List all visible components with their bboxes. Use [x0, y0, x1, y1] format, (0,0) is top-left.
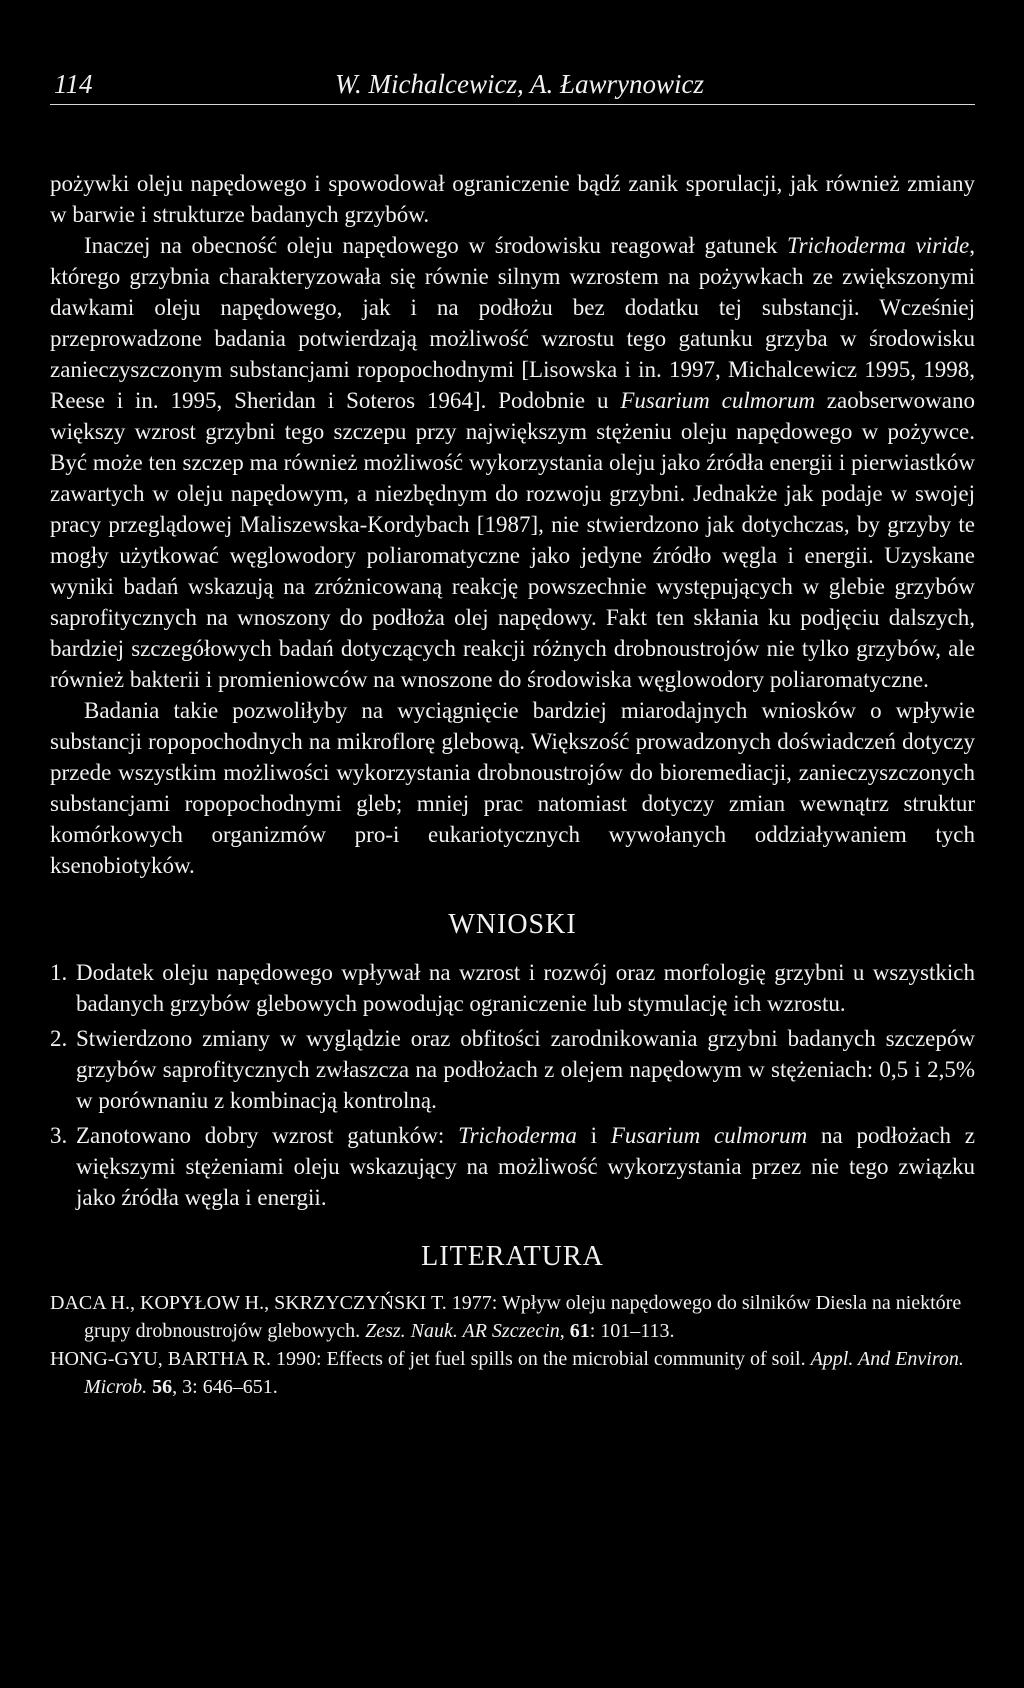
list-item	[50, 1023, 975, 1116]
list-item	[50, 957, 975, 1019]
reference-pages: , 3: 646–651.	[172, 1376, 278, 1398]
species-name: Trichoderma	[458, 1123, 577, 1148]
reference-authors-title: HONG-GYU, BARTHA R. 1990: Effects of jet fuel spills on the microbial community of soil.	[50, 1348, 811, 1370]
paragraph: Badania takie pozwoliłyby na wyciągnięcie bardziej miarodajnych wniosków o wpływie substancji ropopochodnych na mikroflorę glebową. Większość prowadzonych doświadczeń dotyczy przede wszystkim możliwości wykorzystania drobnoustrojów do bioremediacji, zanieczyszczonych substancjami ropopochodnymi gleb; mniej prac natomiast dotyczy zmian wewnątrz struktur komórkowych organizmów pro-i eukariotycznych wywołanych oddziaływaniem tych ksenobiotyków.	[50, 698, 975, 878]
item-text: Stwierdzono zmiany w wyglądzie oraz obfitości zarodnikowania grzybni badanych szczepów grzybów saprofitycznych zwłaszcza na podłożach z olejem napędowym w stężeniach: 0,5 i 2,5% w porównaniu z kombinacją kontrolną.	[76, 1026, 975, 1113]
item-text: Zanotowano dobry wzrost gatunków:	[76, 1123, 459, 1148]
paragraph	[50, 230, 975, 695]
text-span: Inaczej na obecność oleju napędowego w środowisku reagował gatunek	[84, 233, 788, 258]
reference-pages: : 101–113.	[589, 1320, 675, 1342]
item-text: i	[576, 1123, 611, 1148]
text-span: , którego grzybnia charakteryzowała się równie silnym wzrostem na pożywkach ze zwiększonymi dawkami oleju napędowego, jak i na podłożu bez dodatku tej substancji. Wcześniej przeprowadzone badania potwierdzają możliwość wzrostu tego gatunku grzyba w środowisku zanieczyszczonym substancjami ropopochodnymi [Lisowska i in. 1997, Michalcewicz 1995, 1998, Reese i in. 1995, Sheridan i Soteros 1964]. Podobnie u	[50, 233, 975, 413]
reference-volume: 61	[569, 1320, 590, 1342]
reference-entry	[50, 1289, 975, 1345]
section-heading-literature: LITERATURA	[421, 1241, 604, 1272]
reference-journal: Appl. And Environ. Microb.	[84, 1348, 964, 1398]
section-heading-conclusions: WNIOSKI	[448, 909, 577, 940]
reference-volume: 56	[152, 1376, 173, 1398]
item-number: 3.	[50, 1123, 68, 1148]
species-name: Fusarium culmorum	[620, 388, 815, 413]
list-item	[50, 1120, 975, 1213]
running-header	[50, 64, 975, 105]
running-title: W. Michalcewicz, A. Ławrynowicz	[335, 69, 704, 99]
item-text: na podłożach z większymi stężeniami oleju wskazujący na możliwość wykorzystania przez nie tego związku jako źródła węgla i energii.	[76, 1123, 975, 1210]
main-text	[50, 168, 975, 1401]
reference-journal: Zesz. Nauk. AR Szczecin	[365, 1320, 560, 1342]
page-number: 114	[54, 69, 93, 99]
species-name: Trichoderma viride	[787, 233, 970, 258]
item-number: 2.	[50, 1026, 68, 1051]
reference-entry	[50, 1345, 975, 1401]
conclusions-list	[50, 957, 975, 1213]
reference-authors-title: DACA H., KOPYŁOW H., SKRZYCZYŃSKI T. 1977: Wpływ oleju napędowego do silników Diesla na niektóre grupy drobnoustrojów glebowych.	[50, 1292, 962, 1342]
text-span: zaobserwowano większy wzrost grzybni tego szczepu przy największym stężeniu oleju napędowego w pożywce. Być może ten szczep ma również możliwość wykorzystania oleju jako źródła energii i pierwiastków zawartych w oleju napędowym, a niezbędnym do rozwoju grzybni. Jednakże jak podaje w swojej pracy przeglądowej Maliszewska-Kordybach [1987], nie stwierdzono jak dotychczas, by grzyby te mogły użytkować węglowodory poliaromatyczne jako jedyne źródło węgla i energii. Uzyskane wyniki badań wskazują na zróżnicowaną reakcję powszechnie występujących w glebie grzybów saprofitycznych na wnoszony do podłoża olej napędowy. Fakt ten skłania ku podjęciu dalszych, bardziej szczegółowych badań dotyczących reakcji różnych drobnoustrojów nie tylko grzybów, ale również bakterii i promieniowców na wnoszone do środowiska węglowodory poliaromatyczne.	[50, 388, 975, 692]
reference-sep: ,	[559, 1320, 570, 1342]
item-number: 1.	[50, 960, 68, 985]
reference-list	[50, 1289, 975, 1401]
species-name: Fusarium culmorum	[610, 1123, 808, 1148]
item-text: Dodatek oleju napędowego wpływał na wzrost i rozwój oraz morfologię grzybni u wszystkich badanych grzybów glebowych powodując ograniczenie lub stymulację ich wzrostu.	[76, 960, 975, 1016]
paragraph: pożywki oleju napędowego i spowodował ograniczenie bądź zanik sporulacji, jak również zmiany w barwie i strukturze badanych grzybów.	[50, 171, 975, 227]
